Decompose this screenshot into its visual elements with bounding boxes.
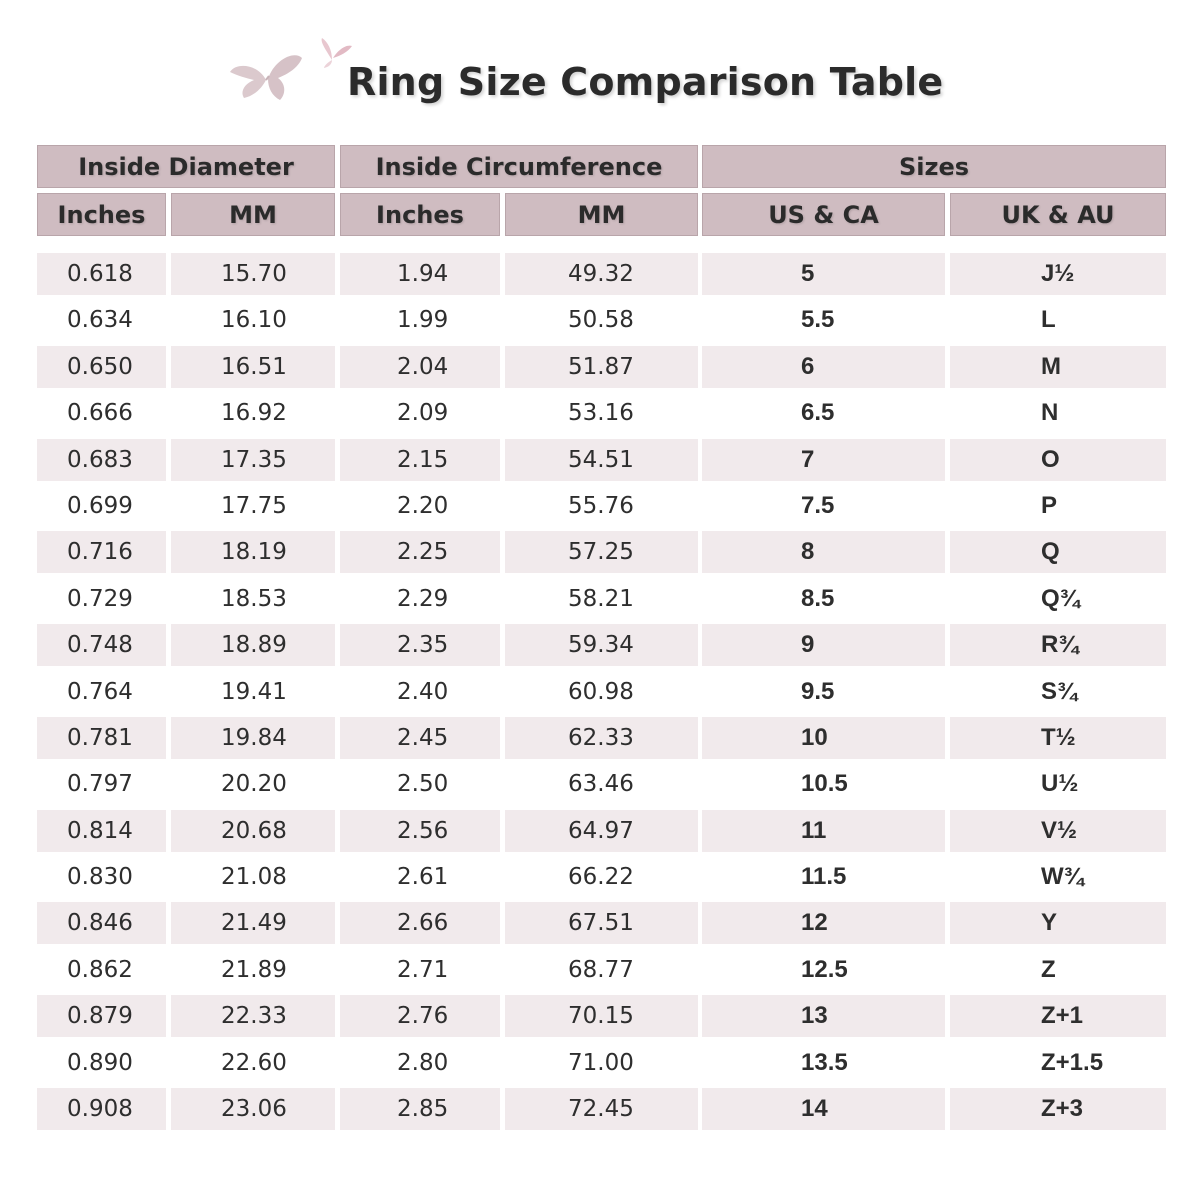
circumference-inches-cell: 2.29: [397, 585, 449, 612]
uk-au-size-cell: M: [950, 346, 1166, 388]
table-row: [0, 531, 1200, 577]
us-ca-size-cell: 10.5: [801, 770, 848, 798]
diameter-mm-cell: 15.70: [171, 253, 335, 295]
diameter-inches-cell: 0.797: [67, 771, 133, 798]
butterfly-icon: [228, 46, 306, 104]
diameter-mm-cell: 18.19: [171, 531, 335, 573]
diameter-mm-cell: 22.60: [221, 1049, 287, 1076]
circumference-mm-cell: 67.51: [505, 902, 698, 944]
diameter-inches-cell: 0.650: [37, 346, 166, 388]
circumference-inches-cell: 2.56: [340, 810, 500, 852]
circumference-inches-cell: 2.09: [397, 400, 449, 427]
diameter-mm-cell: 21.89: [221, 956, 287, 983]
uk-au-size-cell: U½: [1041, 770, 1079, 798]
us-ca-size-cell: 13: [702, 995, 945, 1037]
circumference-inches-cell: 2.71: [397, 956, 449, 983]
uk-au-size-cell: L: [1041, 306, 1056, 334]
table-row: [0, 578, 1200, 624]
header-uk-au: UK & AU: [950, 193, 1166, 236]
diameter-mm-cell: 16.51: [171, 346, 335, 388]
circumference-mm-cell: 63.46: [568, 771, 634, 798]
circumference-mm-cell: 54.51: [505, 439, 698, 481]
circumference-mm-cell: 68.77: [568, 956, 634, 983]
header-inside-circumference: Inside Circumference: [340, 145, 698, 188]
uk-au-size-cell: Z: [1041, 955, 1056, 983]
us-ca-size-cell: 8: [702, 531, 945, 573]
diameter-inches-cell: 0.618: [37, 253, 166, 295]
diameter-inches-cell: 0.729: [67, 585, 133, 612]
table-row: [0, 1088, 1200, 1134]
us-ca-size-cell: 5: [702, 253, 945, 295]
diameter-mm-cell: 22.33: [171, 995, 335, 1037]
header-sizes: Sizes: [702, 145, 1166, 188]
uk-au-size-cell: V½: [950, 810, 1166, 852]
circumference-mm-cell: 59.34: [505, 624, 698, 666]
diameter-mm-cell: 20.20: [221, 771, 287, 798]
us-ca-size-cell: 11.5: [801, 863, 847, 891]
table-row: [0, 253, 1200, 299]
diameter-inches-cell: 0.879: [37, 995, 166, 1037]
circumference-inches-cell: 2.66: [340, 902, 500, 944]
us-ca-size-cell: 7.5: [801, 491, 835, 519]
circumference-inches-cell: 2.25: [340, 531, 500, 573]
uk-au-size-cell: P: [1041, 491, 1058, 519]
table-row: [0, 624, 1200, 670]
diameter-mm-cell: 23.06: [171, 1088, 335, 1130]
diameter-mm-cell: 18.53: [221, 585, 287, 612]
uk-au-size-cell: Z+1: [950, 995, 1166, 1037]
uk-au-size-cell: W¾: [1041, 863, 1084, 891]
circumference-mm-cell: 58.21: [568, 585, 634, 612]
circumference-mm-cell: 60.98: [568, 678, 634, 705]
circumference-mm-cell: 70.15: [505, 995, 698, 1037]
circumference-inches-cell: 1.99: [397, 307, 449, 334]
uk-au-size-cell: N: [1041, 399, 1059, 427]
us-ca-size-cell: 12: [702, 902, 945, 944]
diameter-inches-cell: 0.634: [67, 307, 133, 334]
us-ca-size-cell: 11: [702, 810, 945, 852]
table-row: [0, 949, 1200, 995]
diameter-mm-cell: 17.35: [171, 439, 335, 481]
diameter-mm-cell: 21.49: [171, 902, 335, 944]
diameter-mm-cell: 16.92: [221, 400, 287, 427]
uk-au-size-cell: O: [950, 439, 1166, 481]
circumference-inches-cell: 2.50: [397, 771, 449, 798]
us-ca-size-cell: 13.5: [801, 1048, 848, 1076]
uk-au-size-cell: Q: [950, 531, 1166, 573]
diameter-inches-cell: 0.908: [37, 1088, 166, 1130]
table-row: [0, 717, 1200, 763]
header-inside-diameter: Inside Diameter: [37, 145, 335, 188]
diameter-mm-cell: 19.41: [221, 678, 287, 705]
diameter-inches-cell: 0.699: [67, 492, 133, 519]
circumference-inches-cell: 2.04: [340, 346, 500, 388]
header-circumference-inches: Inches: [340, 193, 500, 236]
uk-au-size-cell: T½: [950, 717, 1166, 759]
diameter-mm-cell: 16.10: [221, 307, 287, 334]
size-table-body: [0, 253, 1200, 1134]
uk-au-size-cell: Z+1.5: [1041, 1048, 1104, 1076]
uk-au-size-cell: Q¾: [1041, 584, 1080, 612]
diameter-mm-cell: 19.84: [171, 717, 335, 759]
table-row: [0, 902, 1200, 948]
page-title: Ring Size Comparison Table: [347, 60, 944, 104]
circumference-mm-cell: 64.97: [505, 810, 698, 852]
us-ca-size-cell: 7: [702, 439, 945, 481]
table-row: [0, 995, 1200, 1041]
circumference-mm-cell: 71.00: [568, 1049, 634, 1076]
circumference-inches-cell: 2.80: [397, 1049, 449, 1076]
uk-au-size-cell: J½: [950, 253, 1166, 295]
circumference-inches-cell: 2.40: [397, 678, 449, 705]
us-ca-size-cell: 10: [702, 717, 945, 759]
table-row: [0, 392, 1200, 438]
table-row: [0, 671, 1200, 717]
diameter-mm-cell: 20.68: [171, 810, 335, 852]
diameter-inches-cell: 0.764: [67, 678, 133, 705]
circumference-mm-cell: 55.76: [568, 492, 634, 519]
diameter-inches-cell: 0.666: [67, 400, 133, 427]
circumference-mm-cell: 53.16: [568, 400, 634, 427]
diameter-inches-cell: 0.814: [37, 810, 166, 852]
table-row: [0, 810, 1200, 856]
diameter-mm-cell: 21.08: [221, 864, 287, 891]
circumference-mm-cell: 72.45: [505, 1088, 698, 1130]
circumference-mm-cell: 66.22: [568, 864, 634, 891]
circumference-inches-cell: 2.45: [340, 717, 500, 759]
header-us-ca: US & CA: [702, 193, 945, 236]
us-ca-size-cell: 6.5: [801, 399, 835, 427]
uk-au-size-cell: R¾: [950, 624, 1166, 666]
title-area: [0, 30, 1200, 120]
uk-au-size-cell: S¾: [1041, 677, 1078, 705]
table-row: [0, 1042, 1200, 1088]
diameter-inches-cell: 0.781: [37, 717, 166, 759]
circumference-inches-cell: 2.15: [340, 439, 500, 481]
us-ca-size-cell: 9.5: [801, 677, 835, 705]
circumference-mm-cell: 50.58: [568, 307, 634, 334]
circumference-inches-cell: 2.76: [340, 995, 500, 1037]
circumference-mm-cell: 51.87: [505, 346, 698, 388]
table-row: [0, 439, 1200, 485]
us-ca-size-cell: 8.5: [801, 584, 835, 612]
diameter-inches-cell: 0.862: [67, 956, 133, 983]
diameter-inches-cell: 0.830: [67, 864, 133, 891]
table-row: [0, 485, 1200, 531]
uk-au-size-cell: Z+3: [950, 1088, 1166, 1130]
diameter-inches-cell: 0.748: [37, 624, 166, 666]
diameter-inches-cell: 0.890: [67, 1049, 133, 1076]
diameter-inches-cell: 0.683: [37, 439, 166, 481]
table-row: [0, 856, 1200, 902]
diameter-inches-cell: 0.716: [37, 531, 166, 573]
us-ca-size-cell: 9: [702, 624, 945, 666]
circumference-inches-cell: 1.94: [340, 253, 500, 295]
header-circumference-mm: MM: [505, 193, 698, 236]
table-row: [0, 346, 1200, 392]
circumference-inches-cell: 2.85: [340, 1088, 500, 1130]
circumference-mm-cell: 49.32: [505, 253, 698, 295]
circumference-inches-cell: 2.61: [397, 864, 449, 891]
circumference-mm-cell: 62.33: [505, 717, 698, 759]
table-row: [0, 763, 1200, 809]
table-row: [0, 299, 1200, 345]
circumference-inches-cell: 2.35: [340, 624, 500, 666]
diameter-mm-cell: 18.89: [171, 624, 335, 666]
header-diameter-mm: MM: [171, 193, 335, 236]
circumference-inches-cell: 2.20: [397, 492, 449, 519]
diameter-mm-cell: 17.75: [221, 492, 287, 519]
us-ca-size-cell: 14: [702, 1088, 945, 1130]
header-diameter-inches: Inches: [37, 193, 166, 236]
circumference-mm-cell: 57.25: [505, 531, 698, 573]
uk-au-size-cell: Y: [950, 902, 1166, 944]
us-ca-size-cell: 12.5: [801, 955, 848, 983]
us-ca-size-cell: 6: [702, 346, 945, 388]
us-ca-size-cell: 5.5: [801, 306, 835, 334]
diameter-inches-cell: 0.846: [37, 902, 166, 944]
